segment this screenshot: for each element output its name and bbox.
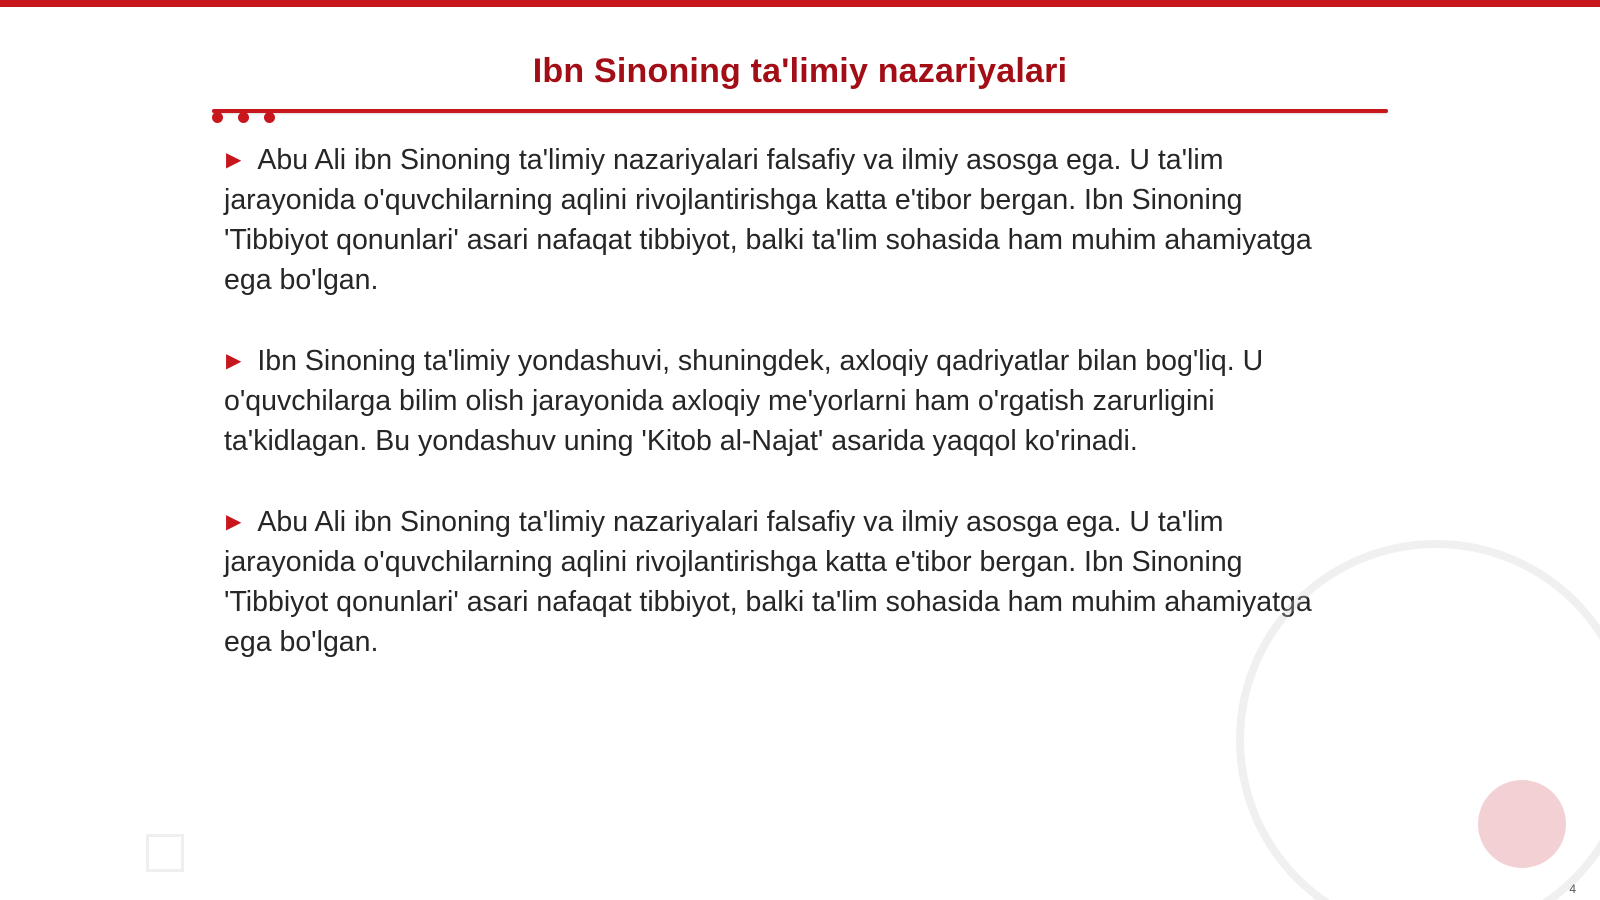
bullet-text: Ibn Sinoning ta'limiy yondashuvi, shuningdek, axloqiy qadriyatlar bilan bog'liq. U o'quvchilarga bilim olish jarayonida axloqiy me'yorlarni ham o'rgatish zarurligini ta'kidlagan. Bu yondashuv uning 'Kitob al-Najat' asarida yaqqol ko'rinadi. [224, 345, 1264, 457]
decorative-square [146, 834, 184, 872]
top-accent-bar [0, 0, 1600, 7]
decorative-pink-circle [1478, 780, 1566, 868]
underline-dot [238, 112, 249, 123]
slide-title: Ibn Sinoning ta'limiy nazariyalari [532, 52, 1068, 90]
title-underline [212, 109, 1388, 113]
bullet-item [224, 502, 1354, 662]
bullet-text: Abu Ali ibn Sinoning ta'limiy nazariyalari falsafiy va ilmiy asosga ega. U ta'lim jarayonida o'quvchilarning aqlini rivojlantirishga katta e'tibor bergan. Ibn Sinoning 'Tibbiyot qonunlari' asari nafaqat tibbiyot, balki ta'lim sohasida ham muhim ahamiyatga ega bo'lgan. [224, 506, 1312, 658]
bullet-list [224, 140, 1354, 703]
triangle-right-icon: ▶ [226, 149, 242, 171]
bullet-text: Abu Ali ibn Sinoning ta'limiy nazariyalari falsafiy va ilmiy asosga ega. U ta'lim jarayonida o'quvchilarning aqlini rivojlantirishga katta e'tibor bergan. Ibn Sinoning 'Tibbiyot qonunlari' asari nafaqat tibbiyot, balki ta'lim sohasida ham muhim ahamiyatga ega bo'lgan. [224, 144, 1312, 296]
page-number: 4 [1569, 882, 1576, 896]
triangle-right-icon: ▶ [226, 350, 242, 372]
bullet-item [224, 341, 1354, 461]
bullet-item [224, 140, 1354, 300]
underline-dot [264, 112, 275, 123]
underline-dot [212, 112, 223, 123]
title-underline-dots [212, 112, 282, 124]
triangle-right-icon: ▶ [226, 511, 242, 533]
